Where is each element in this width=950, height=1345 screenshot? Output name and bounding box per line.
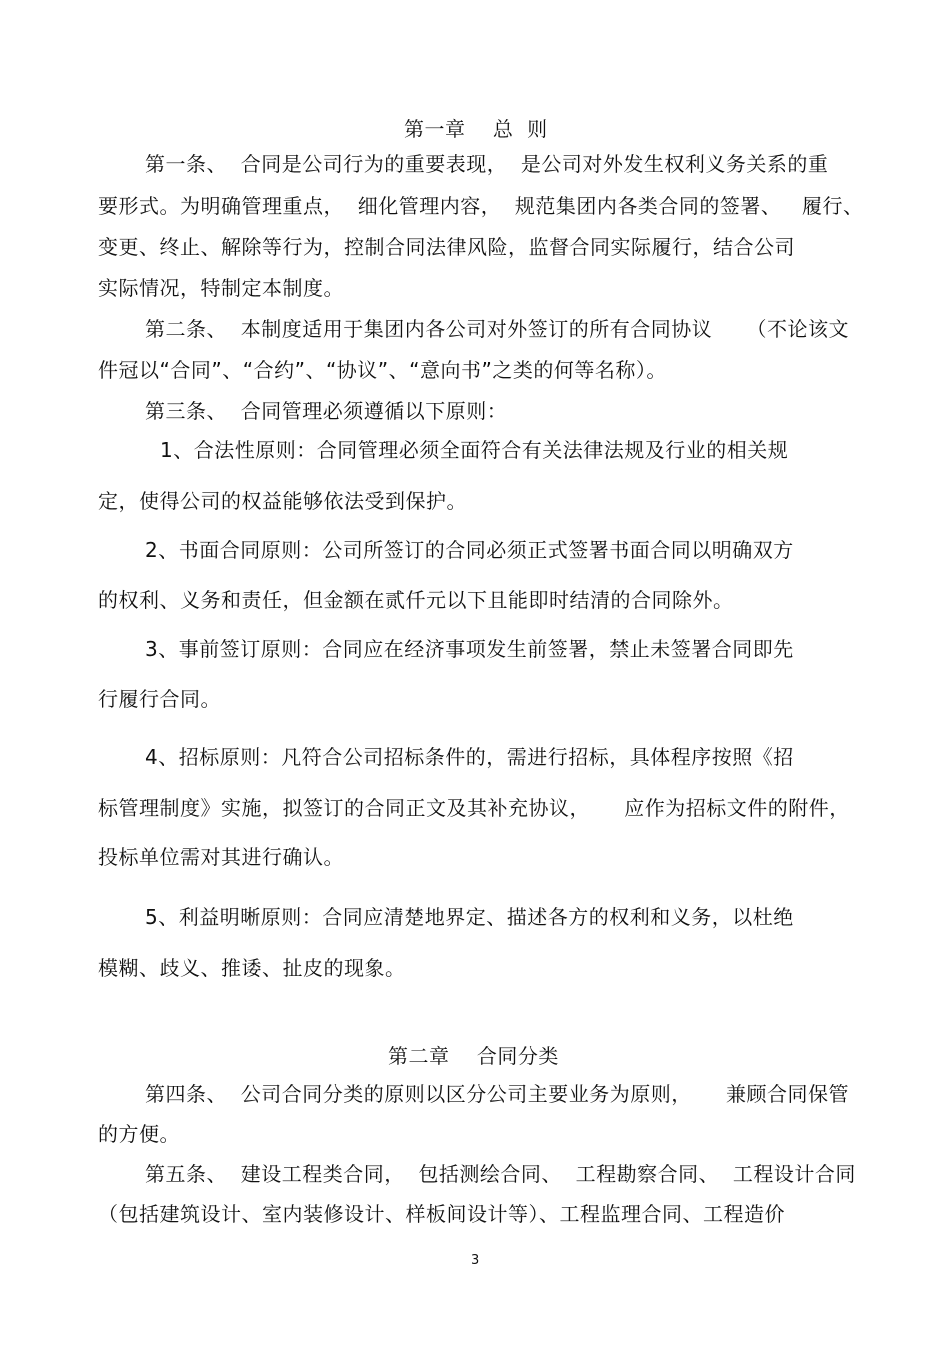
chapter-1-title: 第一章 总 则 bbox=[404, 117, 548, 141]
article-5-line-2: （包括建筑设计、室内装修设计、样板间设计等）、工程监理合同、工程造价 bbox=[98, 1202, 785, 1226]
principle-2-line-1: 2、书面合同原则：公司所签订的合同必须正式签署书面合同以明确双方 bbox=[145, 538, 794, 562]
principle-1-line-1: 1、合法性原则：合同管理必须全面符合有关法律法规及行业的相关规 bbox=[160, 438, 789, 462]
principle-1-line-2: 定，使得公司的权益能够依法受到保护。 bbox=[98, 489, 467, 513]
page-number: 3 bbox=[471, 1253, 480, 1268]
article-3: 第三条、 合同管理必须遵循以下原则： bbox=[145, 399, 508, 423]
principle-4-line-2: 标管理制度》实施，拟签订的合同正文及其补充协议， 应作为招标文件的附件， bbox=[98, 796, 850, 820]
principle-2-line-2: 的权利、义务和责任，但金额在贰仟元以下且能即时结清的合同除外。 bbox=[98, 588, 734, 612]
article-2-line-1: 第二条、 本制度适用于集团内各公司对外签订的所有合同协议 （不论该文 bbox=[145, 317, 850, 341]
article-1-line-3: 变更、终止、解除等行为，控制合同法律风险，监督合同实际履行，结合公司 bbox=[98, 235, 795, 259]
article-1-line-1: 第一条、 合同是公司行为的重要表现， 是公司对外发生权利义务关系的重 bbox=[145, 152, 829, 176]
principle-3-line-2: 行履行合同。 bbox=[98, 687, 221, 711]
principle-5-line-1: 5、利益明晰原则：合同应清楚地界定、描述各方的权利和义务，以杜绝 bbox=[145, 905, 794, 929]
article-5-line-1: 第五条、 建设工程类合同， 包括测绘合同、 工程勘察合同、 工程设计合同 bbox=[145, 1162, 856, 1186]
article-1-line-4: 实际情况，特制定本制度。 bbox=[98, 276, 344, 300]
principle-4-line-3: 投标单位需对其进行确认。 bbox=[98, 845, 344, 869]
article-4-line-2: 的方便。 bbox=[98, 1122, 180, 1146]
principle-4-line-1: 4、招标原则：凡符合公司招标条件的，需进行招标，具体程序按照《招 bbox=[145, 745, 794, 769]
principle-5-line-2: 模糊、歧义、推诿、扯皮的现象。 bbox=[98, 956, 406, 980]
principle-3-line-1: 3、事前签订原则：合同应在经济事项发生前签署，禁止未签署合同即先 bbox=[145, 637, 794, 661]
article-2-line-2: 件冠以“合同”、“合约”、“协议”、“意向书”之类的何等名称）。 bbox=[98, 358, 667, 382]
chapter-2-title: 第二章 合同分类 bbox=[388, 1044, 559, 1068]
article-1-line-2: 要形式。为明确管理重点， 细化管理内容， 规范集团内各类合同的签署、 履行、 bbox=[98, 194, 864, 218]
article-4-line-1: 第四条、 公司合同分类的原则以区分公司主要业务为原则， 兼顾合同保管 bbox=[145, 1082, 850, 1106]
